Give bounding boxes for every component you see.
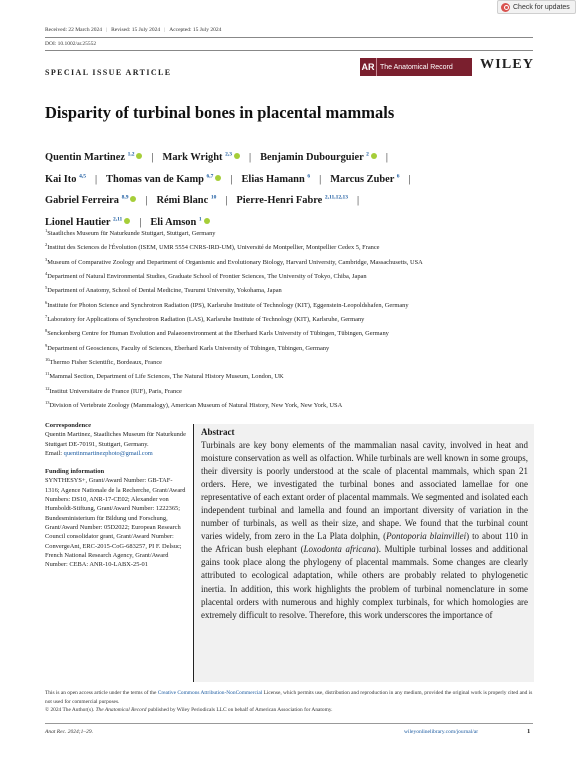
footer-divider xyxy=(45,723,533,724)
author[interactable]: Marcus Zuber $^6$ xyxy=(330,173,400,185)
funding-text: SYNTHESYS+, Grant/Award Number: GB-TAF-1316; Agence Nationale de la Recherche, Grant/Award Numbers: DS10, ANR-17-CE02; Alexander von Humboldt-Stiftung, Grant/Award Number: 1222365; Bundesministerium für Bildung und Forschung, Grant/Award Number: 05D2022; European Research Council consolidator grant, Grant/Award Number: ConvergeAnt, ERC-2015-CoG-683257, PI F. Delsuc; French National Research Agency, Grant/Award Number: CEBA: ANR-10-LABX-25-01 xyxy=(45,477,186,569)
affiliation: $^5$Department of Anatomy, School of Dental Medicine, Tsurumi University, Yokohama, Japan xyxy=(45,285,282,295)
abstract-heading: Abstract xyxy=(201,427,235,437)
date-separator: | xyxy=(164,27,166,33)
orcid-icon[interactable] xyxy=(371,153,377,159)
journal-logo-mark: AR xyxy=(360,58,377,76)
orcid-icon[interactable] xyxy=(215,175,221,181)
received-date: Received: 22 March 2024 xyxy=(45,27,102,33)
side-column xyxy=(45,421,187,569)
affiliation: $^7$Laboratory for Applications of Synchrotron Radiation (LAS), Karlsruhe Institute of Technology (KIT), Karlsruhe, Germany xyxy=(45,313,365,324)
abstract-box xyxy=(193,424,534,682)
check-updates-label: Check for updates xyxy=(513,3,570,11)
funding-heading: Funding information xyxy=(45,468,105,476)
license-link[interactable]: Creative Commons Attribution-NonCommercial xyxy=(157,690,263,696)
header-divider xyxy=(45,37,533,38)
affiliation: $^3$Museum of Comparative Zoology and Department of Organismic and Evolutionary Biology, Harvard University, Cambridge, Massachusetts, USA xyxy=(45,256,423,266)
correspondence-heading: Correspondence xyxy=(45,422,92,429)
accepted-date: Accepted: 15 July 2024 xyxy=(169,27,222,33)
author-list: Quentin Martinez $^{1,2}$ | Mark Wright $^{2,3}$ | Benjamin Dubourguier $^2$ | Kai Ito $^{4,5}$ | Thomas van de Kamp $^{6,7}$ | Elias Hamann $^6$ | Marcus Zuber $^6$ | Gabriel Ferreira $^{8,9}$ | Rémi Blanc $^{10}$ | Pierre-Henri Fabre $^{2,11,12,13}$ | Lionel Hautier $^{2,11}$ | Eli Amson $^1$ xyxy=(45,152,411,228)
article-title: Disparity of turbinal bones in placental mammals xyxy=(45,103,395,122)
species-name: Pontoporia blainvillei xyxy=(386,531,467,542)
date-separator: | xyxy=(105,27,108,33)
license-note: This is an open access article under the terms of the Creative Commons Attribution-NonCommercial License, which permits use, distribution and reproduction in any medium, provided the original work is properly cited and is not used for commercial purposes. © 2024 The Author(s). The Anatomical Record published by Wiley Periodicals LLC on behalf of American Association for Anatomy. xyxy=(45,690,533,714)
orcid-icon[interactable] xyxy=(234,153,240,159)
section-label: SPECIAL ISSUE ARTICLE xyxy=(45,68,172,77)
author[interactable]: Mark Wright $^{2,3}$ xyxy=(163,152,240,163)
author[interactable]: Thomas van de Kamp $^{6,7}$ xyxy=(106,174,221,185)
author[interactable]: Benjamin Dubourguier $^2$ xyxy=(260,152,377,163)
affiliation-list xyxy=(45,225,535,411)
author[interactable]: Eli Amson $^1$ xyxy=(150,217,209,228)
species-name: Loxodonta africana xyxy=(303,544,376,555)
email-link[interactable]: quentinmartinezphoto@gmail.com xyxy=(63,449,153,457)
author[interactable]: Rémi Blanc $^{10}$ xyxy=(156,194,217,207)
abstract-text: Turbinals are key bony elements of the mammalian nasal cavity, involved in heat and moisture conservation as well as olfaction. While turbinals are well known in some groups, their diversity is poorly understood at the scale of placental mammals, which span 21 orders. Here, we investigated the turbinal bones and associated lamellae for one representative of each extant order of placental mammals. We segmented and isolated each independent turbinal and lamella and found an important diversity of variation in the number of turbinals, as well as their size, and shape. We found that the turbinal count varies widely, from zero in the La Plata dolphin, (Pontoporia blainvillei) to about 110 in the African bush elephant (Loxodonta africana). Multiple turbinal losses and additional gains took place along the phylogeny of placental mammals. Some changes are clearly attributed to ecological adaptation, while others are probably related to phylogenetic inertia. In addition, this work highlights the problem of turbinal nomenclature in some placental orders with numerous and highly complex turbinals, for which homologies are extremely difficult to resolve. Therefore, this work underscores the importance of xyxy=(201,440,529,620)
author[interactable]: Pierre-Henri Fabre $^{2,11,12,13}$ xyxy=(236,194,348,207)
affiliation: $^8$Senckenberg Centre for Human Evolution and Palaeoenvironment at the Eberhard Karls University of Tübingen, Tübingen, Germany xyxy=(45,328,389,338)
check-for-updates-button[interactable] xyxy=(497,0,576,14)
author[interactable]: Elias Hamann $^6$ xyxy=(241,173,311,185)
affiliation: $^9$Department of Geosciences, Faculty of Sciences, Eberhard Karls University of Tübingen, Tübingen, Germany xyxy=(45,342,330,352)
journal-logo-name: The Anatomical Record xyxy=(380,63,453,71)
orcid-icon[interactable] xyxy=(204,218,210,224)
author[interactable]: Quentin Martinez $^{1,2}$ xyxy=(45,152,142,163)
journal-logo[interactable] xyxy=(360,58,472,76)
affiliation: $^6$Institute for Photon Science and Synchrotron Radiation (IPS), Karlsruhe Institute of Technology (KIT), Eggenstein-Leopoldshafen, Germany xyxy=(45,299,409,309)
orcid-icon[interactable] xyxy=(136,153,142,159)
citation: Anat Rec. 2024;1–29. xyxy=(45,729,93,735)
affiliation: $^{10}$Thermo Fisher Scientific, Bordeaux, France xyxy=(45,356,163,367)
doi[interactable]: DOI: 10.1002/ar.25552 xyxy=(45,41,97,47)
affiliation: $^{12}$Institut Universitaire de France (IUF), Paris, France xyxy=(45,385,182,395)
correspondence-email: Email: quentinmartinezphoto@gmail.com xyxy=(45,449,153,457)
article-dates xyxy=(45,27,221,33)
revised-date: Revised: 15 July 2024 xyxy=(111,27,161,33)
affiliation: $^{11}$Mammal Section, Department of Life Sciences, The Natural History Museum, London, UK xyxy=(45,371,284,381)
journal-url-link[interactable]: wileyonlinelibrary.com/journal/ar xyxy=(404,729,479,735)
orcid-icon[interactable] xyxy=(130,196,136,202)
check-updates-icon xyxy=(501,3,510,12)
affiliation: $^1$Staatliches Museum für Naturkunde Stuttgart, Stuttgart, Germany xyxy=(45,228,216,238)
affiliation: $^4$Department of Natural Environmental Studies, Graduate School of Frontier Sciences, The University of Tokyo, Chiba, Japan xyxy=(45,270,367,281)
page-number: 1 xyxy=(527,728,531,735)
orcid-icon[interactable] xyxy=(124,218,130,224)
correspondence-text: Quentin Martinez, Staatliches Museum für Naturkunde Stuttgart DE-70191, Stuttgart, Germany. xyxy=(45,431,186,448)
author[interactable]: Lionel Hautier $^{2,11}$ xyxy=(45,217,130,228)
author[interactable]: Gabriel Ferreira $^{8,9}$ xyxy=(45,195,136,206)
affiliation: $^2$Institut des Sciences de l'Évolution (ISEM, UMR 5554 CNRS-IRD-UM), Université de Montpellier, Montpellier Cedex 5, France xyxy=(45,242,380,252)
affiliation: $^{13}$Division of Vertebrate Zoology (Mammalogy), American Museum of Natural History, New York, New York, USA xyxy=(45,399,343,410)
publisher-logo[interactable]: WILEY xyxy=(480,57,535,72)
author[interactable]: Kai Ito $^{4,5}$ xyxy=(45,173,86,185)
header-divider xyxy=(45,50,533,51)
